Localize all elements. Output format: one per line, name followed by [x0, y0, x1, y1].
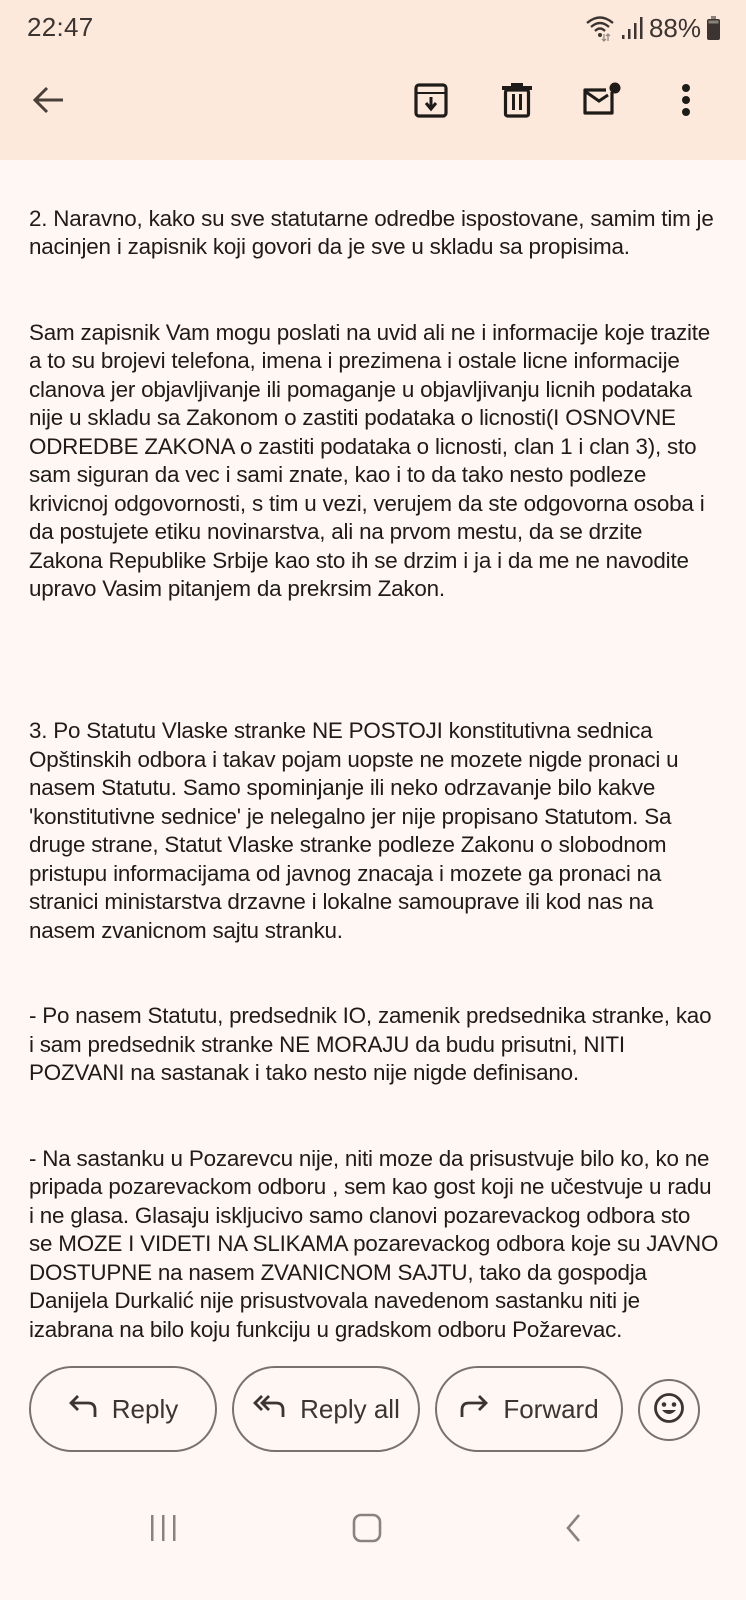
email-paragraph: - Na sastanku u Pozarevcu nije, niti moze da prisustvuje bilo ko, ko ne pripada pozarevackom odboru , sem kao gost koji ne učestvuje u radu i ne glasa. Glasaju iskljucivo samo clanovi pozarevackog odbora sto se MOZE I VIDETI NA SLIKAMA pozarevackog odbora koje su JAVNO DOSTUPNE na nasem ZVANICNOM SAJTU, tako da gospodja Danijela Durkalić nije prisustvovala navedenom sastanku niti je izabrana na bilo koju funkciju u gradskom odboru Požarevac. [29, 1145, 719, 1342]
email-paragraph: - Po nasem Statutu, predsednik IO, zamenik predsednika stranke, kao i sam predsednik stranke NE MORAJU da budu prisutni, NITI POZVANI na sastanak i tako nesto nije nigde definisano. [29, 1003, 712, 1085]
reply-button[interactable] [29, 1366, 217, 1452]
archive-icon [414, 82, 448, 123]
status-time: 22:47 [27, 12, 94, 42]
more-vert-icon [680, 83, 692, 122]
email-body [0, 160, 746, 1360]
forward-button[interactable] [435, 1366, 623, 1452]
emoji-reaction-button[interactable] [638, 1379, 700, 1441]
reply-all-label: Reply all [300, 1393, 400, 1424]
mark-unread-button[interactable] [580, 80, 624, 124]
recent-apps-icon [148, 1513, 178, 1548]
archive-button[interactable] [409, 80, 453, 124]
more-options-button[interactable] [664, 80, 708, 124]
forward-icon [459, 1393, 489, 1426]
trash-icon [501, 82, 533, 123]
email-paragraph: 3. Po Statutu Vlaske stranke NE POSTOJI konstitutivna sednica Opštinskih odbora i takav pojam uopste ne mozete nigde pronaci u nasem Statutu. Samo spominjanje ili neko odrzavanje bilo kakve 'konstitutivne sednice' je nelegalno jer nije propisano Statutom. Sa druge strane, Statut Vlaske stranke podleze Zakonu o slobodnom pristupu informacijama od javnog znacaja i mozete ga pronaci na stranici ministarstva drzavne i lokalne samouprave ili kod nas na nasem zvanicnom sajtu stranku. [29, 718, 679, 943]
status-icons [585, 12, 720, 44]
email-body-text [29, 176, 719, 1360]
top-app-bar [0, 0, 746, 160]
battery-icon [707, 16, 720, 40]
reply-all-button[interactable] [232, 1366, 420, 1452]
recent-apps-button[interactable] [138, 1505, 188, 1555]
wifi-icon [585, 14, 615, 42]
back-icon [563, 1513, 583, 1548]
mail-unread-icon [582, 82, 622, 123]
home-icon [352, 1513, 382, 1548]
system-nav-bar [0, 1500, 746, 1560]
home-button[interactable] [342, 1505, 392, 1555]
signal-icon [621, 16, 643, 40]
delete-button[interactable] [495, 80, 539, 124]
reply-icon [68, 1393, 98, 1426]
reply-label: Reply [111, 1393, 179, 1424]
forward-label: Forward [503, 1393, 599, 1424]
reply-all-icon [252, 1393, 286, 1426]
emoji-smile-icon [653, 1392, 685, 1429]
email-paragraph: Sam zapisnik Vam mogu poslati na uvid ali ne i informacije koje trazite a to su brojevi telefona, imena i prezimena i ostale licne informacije clanova jer objavljivanje ili pomaganje u objavljivanju licnih podataka nije u skladu sa Zakonom o zastiti podataka o licnosti(I OSNOVNE ODREDBE ZAKONA o zastiti podataka o licnosti, clan 1 i clan 3), sto sam siguran da vec i sami znate, kao i to da tako nesto podleze krivicnoj odgovornosti, s tim u vezi, verujem da ste odgovorna osoba i da postujete etiku novinarstva, ali na prvom mestu, da se drzite Zakona Republike Srbije kao sto ih se drzim i ja i da me ne navodite upravo Vasim pitanjem da prekrsim Zakon. [29, 319, 711, 601]
back-button[interactable] [26, 80, 70, 124]
battery-percent: 88% [648, 12, 701, 43]
reply-actions [0, 1366, 746, 1456]
arrow-left-icon [31, 85, 65, 120]
email-paragraph: 2. Naravno, kako su sve statutarne odredbe ispostovane, samim tim je nacinjen i zapisnik koji govori da je sve u skladu sa propisima. [29, 205, 714, 259]
nav-back-button[interactable] [548, 1505, 598, 1555]
